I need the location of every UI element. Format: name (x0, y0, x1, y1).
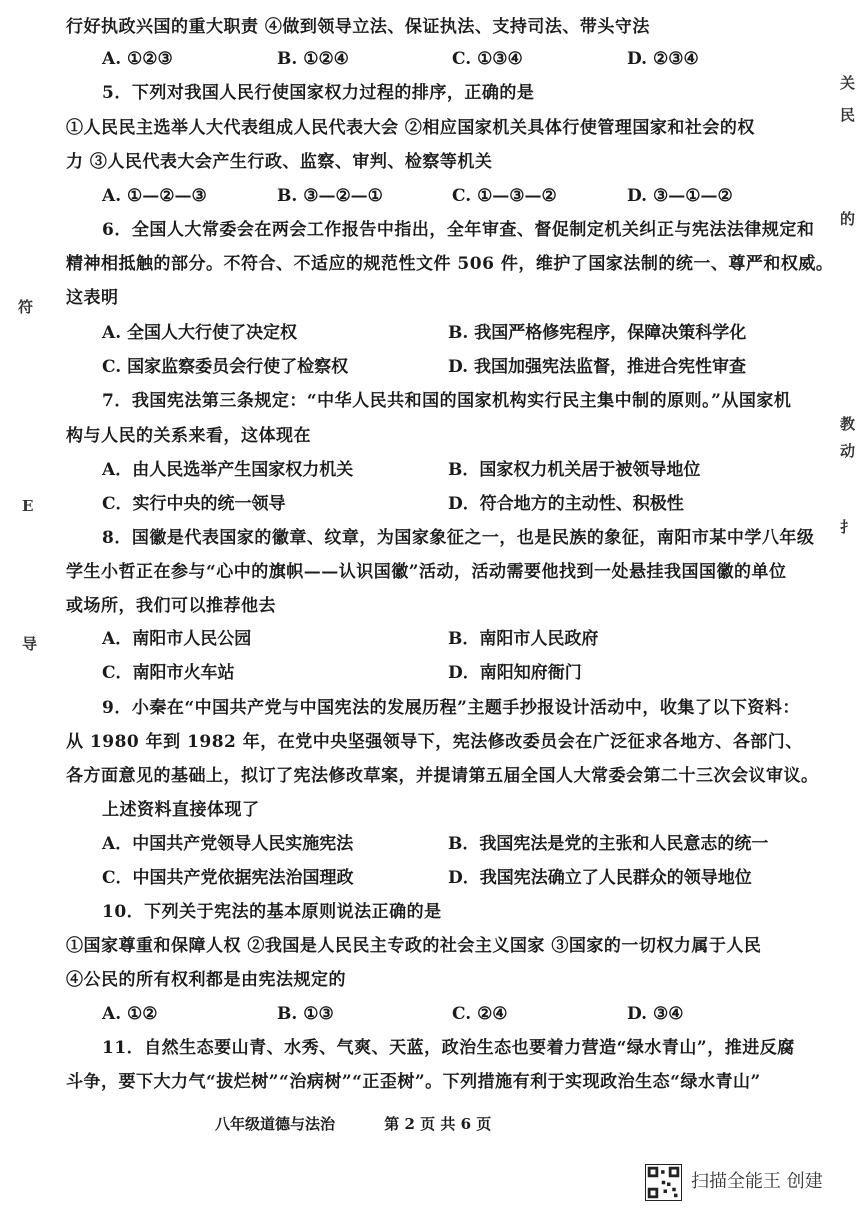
option-c: C．实行中央的统一领导 (102, 494, 286, 514)
margin-glyph: 民 (840, 106, 856, 124)
option-a: A. ①② (102, 1004, 158, 1024)
option-a: A. ①—②—③ (102, 186, 207, 206)
option-b: B. ①③ (277, 1004, 334, 1024)
margin-glyph: 动 (840, 442, 856, 460)
text-line: 这表明 (66, 288, 119, 308)
margin-glyph: 符 (18, 298, 34, 316)
question-10-stem: 10．下列关于宪法的基本原则说法正确的是 (102, 902, 442, 922)
text-line: 从 1980 年到 1982 年，在党中央坚强领导下，宪法修改委员会在广泛征求各地方、各部门、 (66, 732, 803, 752)
page-footer (215, 1113, 535, 1134)
question-7-stem: 7．我国宪法第三条规定：“中华人民共和国的国家机构实行民主集中制的原则。”从国家机 (102, 391, 792, 411)
option-c: C. ①③④ (452, 49, 523, 69)
qr-code-icon-graphic (646, 1165, 681, 1200)
text-line: 各方面意见的基础上，拟订了宪法修改草案，并提请第五届全国人大常委会第二十三次会议审议。 (66, 766, 819, 786)
text-line: 行好执政兴国的重大职责 ④做到领导立法、保证执法、支持司法、带头守法 (66, 17, 650, 37)
footer-subject: 八年级道德与法治 (215, 1115, 336, 1133)
option-a: A．中国共产党领导人民实施宪法 (102, 834, 354, 854)
text-line: 或场所，我们可以推荐他去 (66, 596, 276, 616)
option-d: D．符合地方的主动性、积极性 (448, 494, 684, 514)
option-b: B．南阳市人民政府 (448, 629, 599, 649)
text-line: ①人民民主选举人大代表组成人民代表大会 ②相应国家机关具体行使管理国家和社会的权 (66, 118, 755, 138)
option-b: B. ③—②—① (277, 186, 383, 206)
text-line: 力 ③人民代表大会产生行政、监察、审判、检察等机关 (66, 152, 493, 172)
option-a: A．由人民选举产生国家权力机关 (102, 460, 354, 480)
margin-glyph: 扌 (840, 518, 856, 536)
scanner-watermark: 扫描全能王 创建 (691, 1171, 823, 1192)
option-d: D．南阳知府衙门 (448, 663, 582, 683)
question-5-stem: 5．下列对我国人民行使国家权力过程的排序，正确的是 (102, 83, 535, 103)
option-a: A. 全国人大行使了决定权 (102, 323, 298, 343)
option-b: B．国家权力机关居于被领导地位 (448, 460, 701, 480)
text-line: ④公民的所有权利都是由宪法规定的 (66, 970, 346, 990)
option-c: C. ①—③—② (452, 186, 557, 206)
text-line: 斗争，要下大力气“拔烂树”“治病树”“正歪树”。下列措施有利于实现政治生态“绿水青山” (66, 1072, 761, 1092)
margin-glyph: 关 (840, 74, 856, 92)
option-d: D. ②③④ (627, 49, 699, 69)
option-a: A．南阳市人民公园 (102, 629, 252, 649)
option-b: B. ①②④ (277, 49, 349, 69)
margin-glyph: 的 (840, 210, 856, 228)
text-line: ①国家尊重和保障人权 ②我国是人民民主专政的社会主义国家 ③国家的一切权力属于人民 (66, 936, 762, 956)
option-c: C．南阳市火车站 (102, 663, 235, 683)
option-d: D．我国宪法确立了人民群众的领导地位 (448, 868, 752, 888)
option-d: D. ③④ (627, 1004, 684, 1024)
question-8-stem: 8．国徽是代表国家的徽章、纹章，为国家象征之一，也是民族的象征，南阳市某中学八年级 (102, 528, 815, 548)
question-9-stem: 9．小秦在“中国共产党与中国宪法的发展历程”主题手抄报设计活动中，收集了以下资料： (102, 698, 800, 718)
margin-glyph: 教 (840, 415, 856, 433)
option-d: D. ③—①—② (627, 186, 733, 206)
option-b: B．我国宪法是党的主张和人民意志的统一 (448, 834, 769, 854)
option-c: C．中国共产党依据宪法治国理政 (102, 868, 354, 888)
margin-glyph: 导 (22, 635, 38, 653)
option-b: B. 我国严格修宪程序，保障决策科学化 (448, 323, 747, 343)
option-d: D. 我国加强宪法监督，推进合宪性审查 (448, 357, 746, 377)
option-a: A. ①②③ (102, 49, 173, 69)
text-line: 学生小哲正在参与“心中的旗帜——认识国徽”活动，活动需要他找到一处悬挂我国国徽的单位 (66, 562, 787, 582)
text-line: 精神相抵触的部分。不符合、不适应的规范性文件 506 件，维护了国家法制的统一、尊严和权威。 (66, 254, 834, 274)
question-11-stem: 11．自然生态要山青、水秀、气爽、天蓝，政治生态也要着力营造“绿水青山”，推进反腐 (102, 1038, 795, 1058)
margin-glyph: E (22, 497, 34, 515)
qr-code-icon (645, 1164, 682, 1201)
option-c: C. ②④ (452, 1004, 508, 1024)
footer-page-number: 第 2 页 共 6 页 (384, 1115, 492, 1133)
question-6-stem: 6．全国人大常委会在两会工作报告中指出，全年审查、督促制定机关纠正与宪法法律规定和 (102, 220, 815, 240)
option-c: C. 国家监察委员会行使了检察权 (102, 357, 349, 377)
text-line: 上述资料直接体现了 (102, 800, 260, 820)
text-line: 构与人民的关系来看，这体现在 (66, 426, 311, 446)
